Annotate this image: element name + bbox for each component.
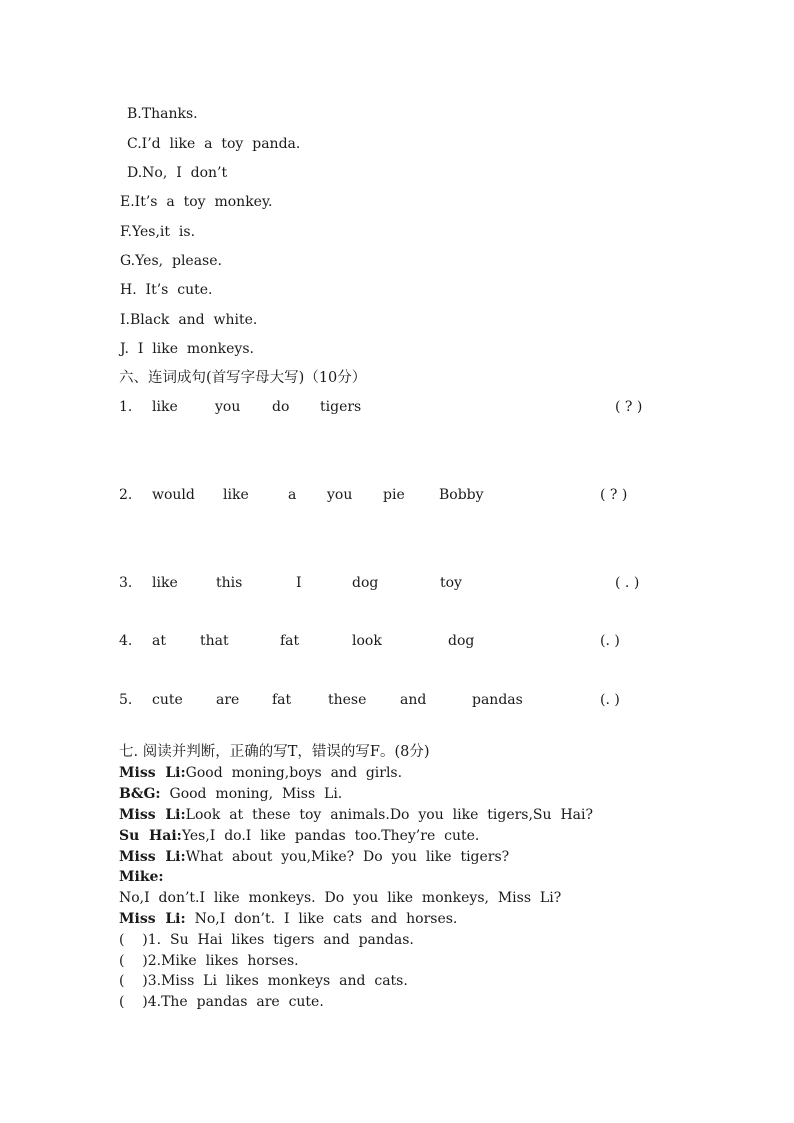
option-b: B.Thanks. <box>127 106 198 122</box>
dialogue-line <box>119 910 457 928</box>
section6-title: 六、连词成句(首写字母大写)（10分） <box>119 370 367 386</box>
question-5 <box>119 692 679 710</box>
question-1 <box>119 399 679 417</box>
utterance: Look at these toy animals.Do you like tigers,Su Hai? <box>185 807 593 823</box>
word: Bobby <box>439 487 484 503</box>
question-number: 5. <box>119 692 133 708</box>
question-2 <box>119 487 679 505</box>
speaker: Miss Li: <box>119 911 186 927</box>
word: pandas <box>472 692 523 708</box>
question-number: 1. <box>119 399 133 415</box>
section7-title: 七. 阅读并判断，正确的写T，错误的写F。(8分) <box>119 744 430 760</box>
word: tigers <box>320 399 362 415</box>
word: cute <box>152 692 183 708</box>
utterance: No,I don’t.I like monkeys. Do you like monkeys, Miss Li? <box>119 890 562 906</box>
word: do <box>272 399 290 415</box>
word: pie <box>383 487 405 503</box>
option-g: G.Yes, please. <box>120 253 222 269</box>
word: at <box>152 633 166 649</box>
end-punctuation: ( . ) <box>615 575 640 591</box>
speaker: Mike: <box>119 869 164 885</box>
question-4 <box>119 633 679 651</box>
word: a <box>288 487 297 503</box>
judgement-item: ( )4.The pandas are cute. <box>119 994 324 1010</box>
speaker: Miss Li: <box>119 849 186 865</box>
word: like <box>152 575 178 591</box>
speaker: B&G: <box>119 786 161 802</box>
word: like <box>223 487 249 503</box>
utterance: Good moning, Miss Li. <box>160 786 343 802</box>
word: and <box>400 692 427 708</box>
question-3 <box>119 575 679 593</box>
option-d: D.No, I don’t <box>127 165 228 181</box>
dialogue-line <box>119 806 593 824</box>
end-punctuation: ( ? ) <box>600 487 628 503</box>
dialogue-line <box>119 848 509 866</box>
word: would <box>152 487 195 503</box>
option-c: C.I’d like a toy panda. <box>127 136 301 152</box>
option-h: H. It’s cute. <box>120 282 213 298</box>
word: that <box>200 633 229 649</box>
dialogue-line <box>119 764 402 782</box>
word: are <box>216 692 240 708</box>
end-punctuation: (. ) <box>600 692 620 708</box>
utterance: No,I don’t. I like cats and horses. <box>185 911 458 927</box>
word: these <box>328 692 367 708</box>
word: fat <box>280 633 300 649</box>
utterance: Yes,I do.I like pandas too.They’re cute. <box>181 828 480 844</box>
utterance: Good moning,boys and girls. <box>185 765 403 781</box>
speaker: Miss Li: <box>119 765 186 781</box>
speaker: Miss Li: <box>119 807 186 823</box>
option-j: J. I like monkeys. <box>120 341 254 357</box>
judgement-item: ( )3.Miss Li likes monkeys and cats. <box>119 973 408 989</box>
dialogue-line <box>119 785 342 803</box>
question-number: 3. <box>119 575 133 591</box>
option-f: F.Yes,it is. <box>120 224 196 240</box>
option-i: I.Black and white. <box>120 312 258 328</box>
word: fat <box>272 692 292 708</box>
option-e: E.It’s a toy monkey. <box>120 194 273 210</box>
word: this <box>216 575 243 591</box>
judgement-item: ( )2.Mike likes horses. <box>119 953 299 969</box>
dialogue-line <box>119 868 164 886</box>
word: toy <box>440 575 462 591</box>
dialogue-line <box>119 827 479 845</box>
question-number: 2. <box>119 487 133 503</box>
question-number: 4. <box>119 633 133 649</box>
utterance: What about you,Mike? Do you like tigers? <box>185 849 510 865</box>
word: look <box>352 633 382 649</box>
end-punctuation: (. ) <box>600 633 620 649</box>
word: I <box>296 575 302 591</box>
word: like <box>152 399 178 415</box>
judgement-item: ( )1. Su Hai likes tigers and pandas. <box>119 932 414 948</box>
end-punctuation: ( ? ) <box>615 399 643 415</box>
speaker: Su Hai: <box>119 828 182 844</box>
word: you <box>327 487 353 503</box>
word: you <box>215 399 241 415</box>
word: dog <box>352 575 379 591</box>
dialogue-line <box>119 889 561 907</box>
word: dog <box>448 633 475 649</box>
